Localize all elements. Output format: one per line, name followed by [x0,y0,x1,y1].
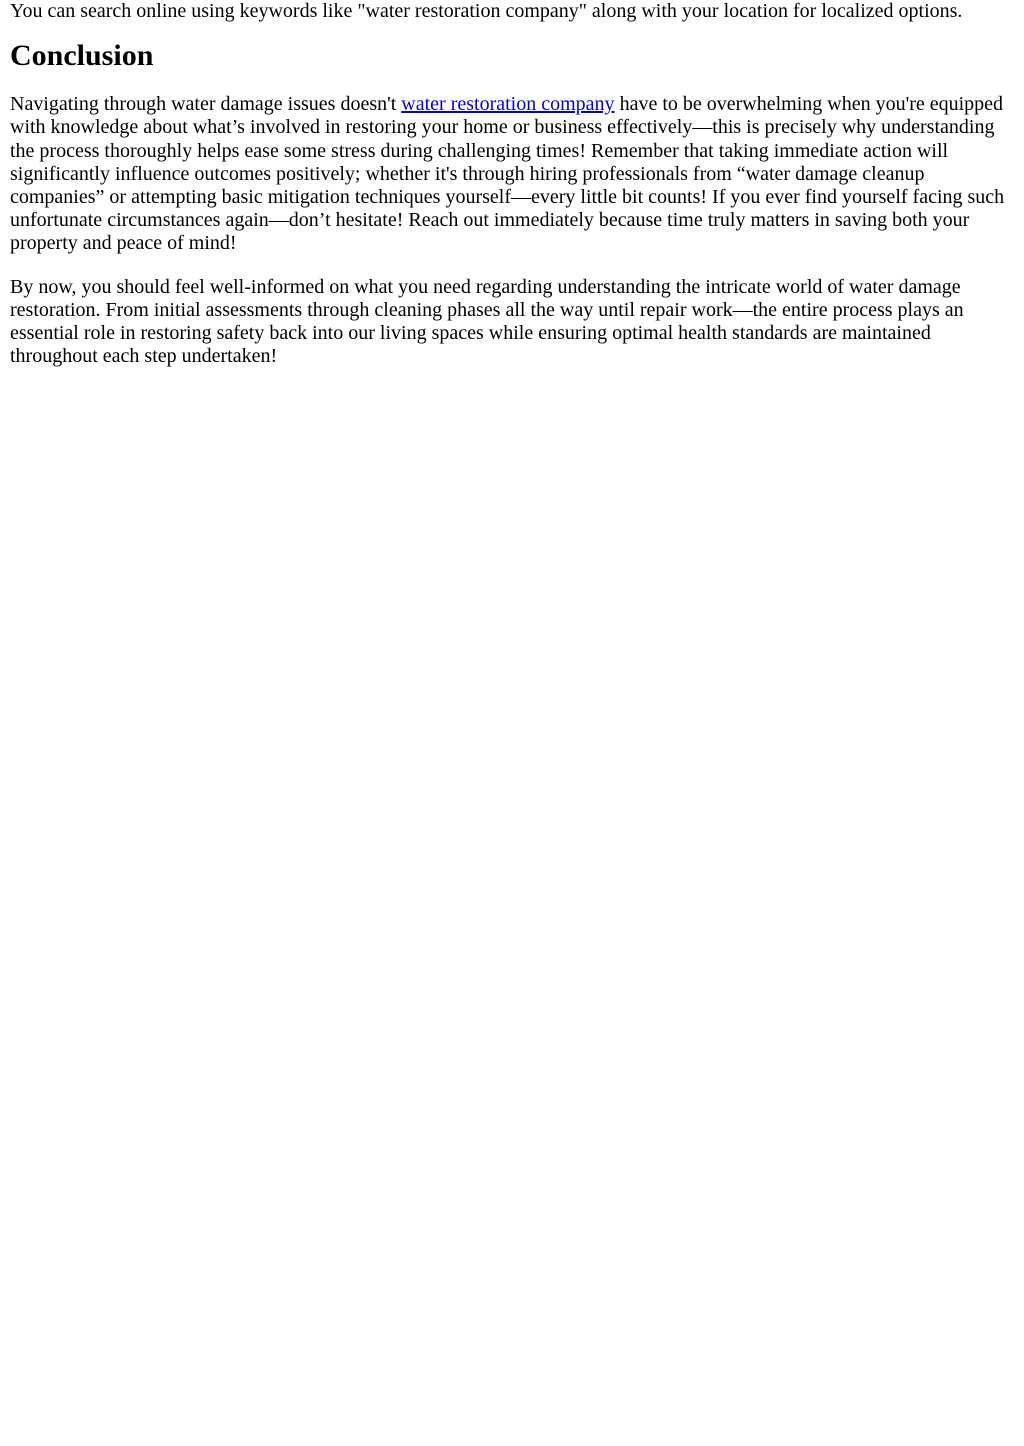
intro-paragraph: You can search online using keywords like "water restoration company" along with your location for localized options. [10,0,963,22]
water-restoration-company-link[interactable]: water restoration company [401,93,615,116]
conclusion-paragraph-2: By now, you should feel well-informed on what you need regarding understanding the intricate world of water damage restoration. From initial assessments through cleaning phases all the way until repair work—the entire process plays an essential role in restoring safety back into our living spaces while ensuring optimal health standards are maintained throughout each step undertaken! [10,275,964,368]
conclusion-heading: Conclusion [10,39,154,73]
article-body [0,0,1024,368]
paragraph-1-text-before-link: Navigating through water damage issues doesn't [10,93,402,116]
paragraph-1-text-after-link: have to be overwhelming when you're equipped with knowledge about what’s involved in restoring your home or business effectively—this is precisely why understanding the process thoroughly helps ease some stress during challenging times! Remember that taking immediate action will significantly influence outcomes positively; whether it's through hiring professionals from “water damage cleanup companies” or attempting basic mitigation techniques yourself—every little bit counts! If you ever find yourself facing such unfortunate circumstances again—don’t hesitate! Reach out immediately because time truly matters in saving both your property and peace of mind! [10,93,1005,255]
conclusion-paragraph-1 [10,93,1014,255]
